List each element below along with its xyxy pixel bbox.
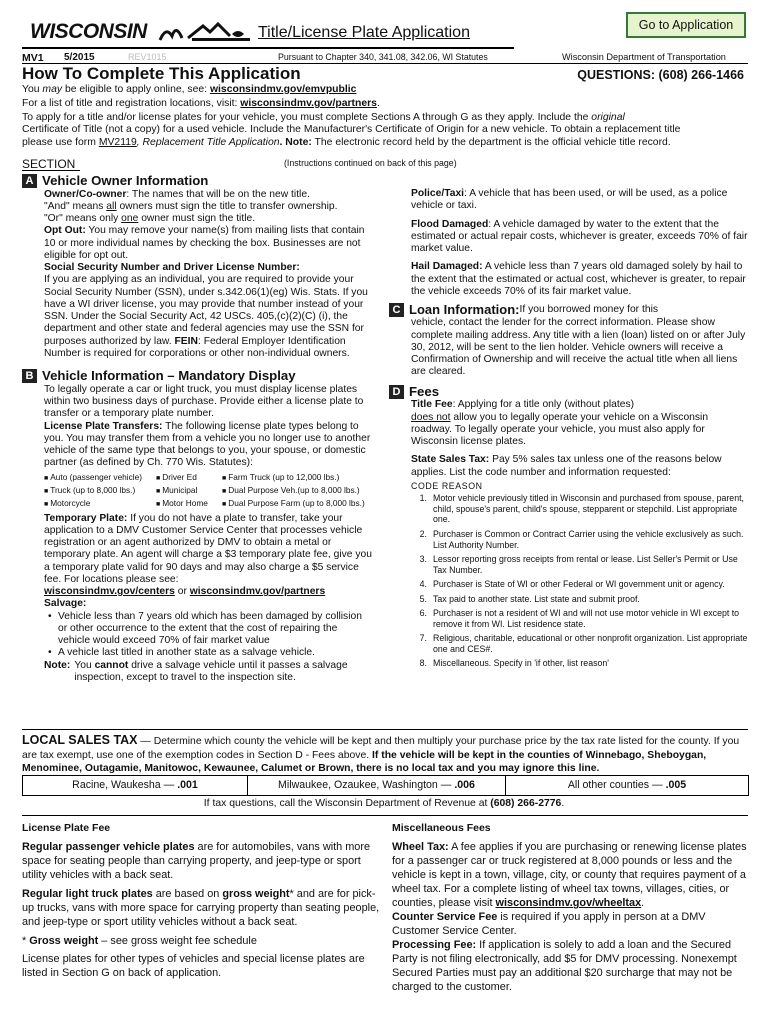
emv-public-link[interactable]: wisconsindmv.gov/emvpublic xyxy=(209,84,357,95)
partners-link-2[interactable]: wisconsindmv.gov/partners xyxy=(189,586,326,598)
left-column xyxy=(22,173,372,684)
license-plate-fee-heading: License Plate Fee xyxy=(22,822,111,834)
section-b-body: To legally operate a car or light truck, you must display license plates within two business days of purchase. Provide either a license plate to transfer or a temporary plate number. License Plate Transfers: The following license plate types belong to you. You may transfer them from a vehicle you no longer use to another vehicle of the same type that belongs to you, your spouse, or domestic partner (as defined by Ch. 770 Wis. Statutes): xyxy=(44,383,371,469)
local-tax-rule xyxy=(22,729,748,730)
plate-type: ■ Dual Purpose Veh.(up to 8,000 lbs.) xyxy=(222,486,372,496)
dept-name: Wisconsin Department of Transportation xyxy=(562,52,726,62)
intro-paragraph: To apply for a title and/or license plates for your vehicle, you must complete Sections A through G as they apply. Include the original Certificate of Title (not a copy) for a used vehicle. Include the Manufacturer's Certificate of Origin for a new vehicle. To obtain a replacement title please use form MV2119, Replacement Title Application. Note: The electronic record held by the department is the official vehicle title record. xyxy=(22,112,681,148)
county-tax-table xyxy=(22,775,749,796)
damage-definitions: Police/Taxi: A vehicle that has been used, or will be used, as a police vehicle or taxi. Flood Damaged: A vehicle damaged by water to the extent that the estimated or actual repair costs, whichever is greater, exceeds 70% of fair market value. Hail Damaged: A vehicle less than 7 years old damaged solely by hail to the extent that the estimated or actual cost, whichever is greater, to repair the vehicle exceeds 70% of its fair market value. xyxy=(411,188,748,297)
section-d: D Fees Title Fee: Applying for a title only (without plates) does not allow you to legally operate your vehicle on a Wisconsin roadway. To legally operate your vehicle, you must also apply for Wisconsin license plates. State Sales Tax: Pay 5% sales tax unless one of the reasons below applies. List the code number and information requested: CODE REASON 1. Motor vehicle previously titled in Wisconsin and purchased from spouse, parent, child, spouse's parent, child's spouse, stepparent or stepchild. List appropriate one. 2. Purchaser is Common or Contract Carrier using the vehicle exclusively as such. List Authority Number. 3. Lessor reporting gross receipts from rental or lease. List Seller's Permit or Use Tax Number. 4. Purchaser is State of WI or other Federal or WI government unit or agency. 5. Tax paid to another state. List state and submit proof. 6. Purchaser is not a resident of WI and will not use motor vehicle in WI except to remove it from WI. List residence state. 7. Religious, charitable, educational or other nonprofit organization. List appropriate one and CES#. 8. Miscellaneous. Specify in 'if other, list reason' xyxy=(389,384,749,669)
wheeltax-link[interactable]: wisconsindmv.gov/wheeltax xyxy=(495,897,642,910)
code-item: 1. Motor vehicle previously titled in Wisconsin and purchased from spouse, parent, child, spouse's parent, child's spouse, stepparent or stepchild. List appropriate one. xyxy=(419,493,744,525)
questions-phone: QUESTIONS: (608) 266-1466 xyxy=(577,68,744,82)
misc-fees-heading: Miscellaneous Fees xyxy=(392,822,491,834)
section-c-letter: C xyxy=(389,303,404,317)
county-cell: Racine, Waukesha — .001 xyxy=(23,776,248,796)
code-item: 2. Purchaser is Common or Contract Carrier using the vehicle exclusively as such. List Authority Number. xyxy=(419,529,744,550)
county-cell: All other counties — .005 xyxy=(506,776,749,796)
section-c-heading: Loan Information: xyxy=(409,302,520,317)
plate-type: ■ Farm Truck (up to 12,000 lbs.) xyxy=(222,473,372,483)
section-d-heading: Fees xyxy=(409,383,440,399)
right-column xyxy=(389,188,749,673)
code-item: 3. Lessor reporting gross receipts from rental or lease. List Seller's Permit or Use Tax Number. xyxy=(419,554,738,575)
code-item: 5. Tax paid to another state. List state and submit proof. xyxy=(419,593,640,604)
partners-link[interactable]: wisconsindmv.gov/partners xyxy=(240,98,377,109)
how-to-heading: How To Complete This Application xyxy=(22,64,301,83)
tax-exemption-codes xyxy=(411,493,749,669)
intro-line-2: For a list of title and registration locations, visit: wisconsindmv.gov/partners. xyxy=(22,98,380,109)
plate-type: ■ Motor Home xyxy=(156,499,222,509)
plate-type: ■ Dual Purpose Farm (up to 8,000 lbs.) xyxy=(222,499,372,509)
code-item: 4. Purchaser is State of WI or other Federal or WI government unit or agency. xyxy=(419,579,725,590)
intro-line-1: You may be eligible to apply online, see: wisconsindmv.gov/emvpublic xyxy=(22,84,357,95)
license-plate-fee: License Plate Fee Regular passenger vehicle plates are for automobiles, vans with more space for seating people than carrying property, and jeep-type or sport utility vehicles with a back seat. Regular light truck plates are based on gross weight* and are for pick-up trucks, vans with more space for carrying property than seating people, and jeep-type or sport utility vehicles without a back seat. * Gross weight – see gross weight fee schedule License plates for other types of vehicles and special license plates are listed in Section G on back of application. xyxy=(22,822,380,979)
bottom-rule xyxy=(22,815,748,816)
statutes: Pursuant to Chapter 340, 341.08, 342.06, WI Statutes xyxy=(278,52,488,62)
plate-type: ■ Auto (passenger vehicle) xyxy=(44,473,156,483)
form-rev: REV1015 xyxy=(128,52,167,62)
section-a-letter: A xyxy=(22,174,37,188)
code-item: 7. Religious, charitable, educational or other nonprofit organization. List appropriate one and CES#. xyxy=(419,633,748,654)
section-c: C Loan Information: If you borrowed money for this vehicle, contact the lender for the correct information. Please show complete mailing address. Any title with a lien (loan) listed on or after July 30, 2012, will be sent to the lien holder. Vehicle owners will receive a Confirmation of Ownership and will receive the actual title when all liens are cleared. xyxy=(389,302,749,379)
plate-type: ■ Driver Ed xyxy=(156,473,222,483)
plate-type: ■ Motorcycle xyxy=(44,499,156,509)
code-reason-header: CODE REASON xyxy=(411,480,483,491)
form-title: Title/License Plate Application xyxy=(258,24,470,41)
section-b-letter: B xyxy=(22,369,37,383)
form-date: 5/2015 xyxy=(64,52,95,63)
section-b-body-2: Temporary Plate: If you do not have a plate to transfer, take your application to a DMV Customer Service Center that processes vehicle registration or an agent authorized by DMV to obtain a metal or temporary plate. An agent will charge a $3 temporary plate fee, give you a temporary plate valid for 90 days and may also charge a $5 service fee. For locations please see: wisconsindmv.gov/centers or wisconsindmv.gov/partners Salvage: • Vehicle less than 7 years old which has been damaged by collision or other occurrence to the extent that the cost of repairing the vehicle would exceed 70% of fair market value • A vehicle last titled in another state as a salvage vehicle. Note: You cannot drive a salvage vehicle until it passes a salvage inspection, except to travel to the inspection site. xyxy=(22,513,372,685)
plate-types-list xyxy=(22,473,372,510)
section-b-heading: B Vehicle Information – Mandatory Display xyxy=(22,368,372,384)
section-d-letter: D xyxy=(389,385,404,399)
plate-type: ■ Truck (up to 8,000 lbs.) xyxy=(44,486,156,496)
go-to-application-button[interactable]: Go to Application xyxy=(626,12,746,38)
section-label: SECTION xyxy=(22,157,76,171)
local-sales-tax: LOCAL SALES TAX — Determine which county the vehicle will be kept and then multiply your purchase price by the tax rate listed for the county. If you are tax exempt, use one of the exemption codes in Section D - Fees above. If the vehicle will be kept in the counties of Winnebago, Sheboygan, Menominee, Outagamie, Manitowoc, Kewaunee, Calumet or Brown, there is no local tax and you may ignore this line. xyxy=(22,733,740,774)
header-rule xyxy=(22,47,514,49)
local-sales-tax-heading: LOCAL SALES TAX xyxy=(22,733,138,747)
mv2119-link[interactable]: MV2119 xyxy=(98,136,137,148)
revenue-questions: If tax questions, call the Wisconsin Department of Revenue at (608) 266-2776. xyxy=(203,798,565,809)
section-rule xyxy=(22,170,80,171)
wisconsin-emblem-icon xyxy=(158,18,253,44)
plate-type: ■ Municipal xyxy=(156,486,222,496)
county-cell: Milwaukee, Ozaukee, Washington — .006 xyxy=(248,776,506,796)
centers-link[interactable]: wisconsindmv.gov/centers xyxy=(44,586,175,598)
section-a-body: Owner/Co-owner: The names that will be on the new title. "And" means all owners must sign the title to transfer ownership. "Or" means only one owner must sign the title. Opt Out: You may remove your name(s) from mailing lists that contain 10 or more individual names by checking the box. Businesses are not eligible for opt out. Social Security Number and Driver License Number: If you are applying as an individual, you are required to provide your Social Security Number (SSN), under s.342.06(1)(eg) Wis. Stats. If you have a WI driver license, you may provide that number instead of your SSN. Under the Social Security Act, 42 USCs. 405,(c)(2)(C) (i), the department and other state and federal agencies may use the SSN for purposes authorized by law. FEIN: Federal Employer Identification Number is required for corporations or other non-individual owners. xyxy=(44,188,368,359)
wisconsin-logo: WISCONSIN xyxy=(30,20,147,43)
form-id: MV1 xyxy=(22,52,44,64)
section-a-heading: A Vehicle Owner Information xyxy=(22,173,372,189)
code-item: 6. Purchaser is not a resident of WI and will not use motor vehicle in WI except to remove it from WI. List residence state. xyxy=(419,608,740,629)
code-item: 8. Miscellaneous. Specify in 'if other, list reason' xyxy=(419,658,609,669)
continued-note: (Instructions continued on back of this page) xyxy=(284,158,457,168)
miscellaneous-fees: Miscellaneous Fees Wheel Tax: A fee applies if you are purchasing or renewing license plates for a passenger car or truck registered at 8,000 pounds or less and the vehicle is kept in a town, village, city, or county that requires payment of a wheel tax. For a complete listing of wheel tax towns, villages, cities, or counties, please visit wisconsindmv.gov/wheeltax. Counter Service Fee is required if you apply in person at a DMV Customer Service Center. Processing Fee: If application is solely to add a loan and the Secured Party is not filing electronically, add $5 for DMV processing. Nonexempt Secured Parties must pay an additional $20 surcharge that may not be charged to the customer. xyxy=(392,822,750,995)
